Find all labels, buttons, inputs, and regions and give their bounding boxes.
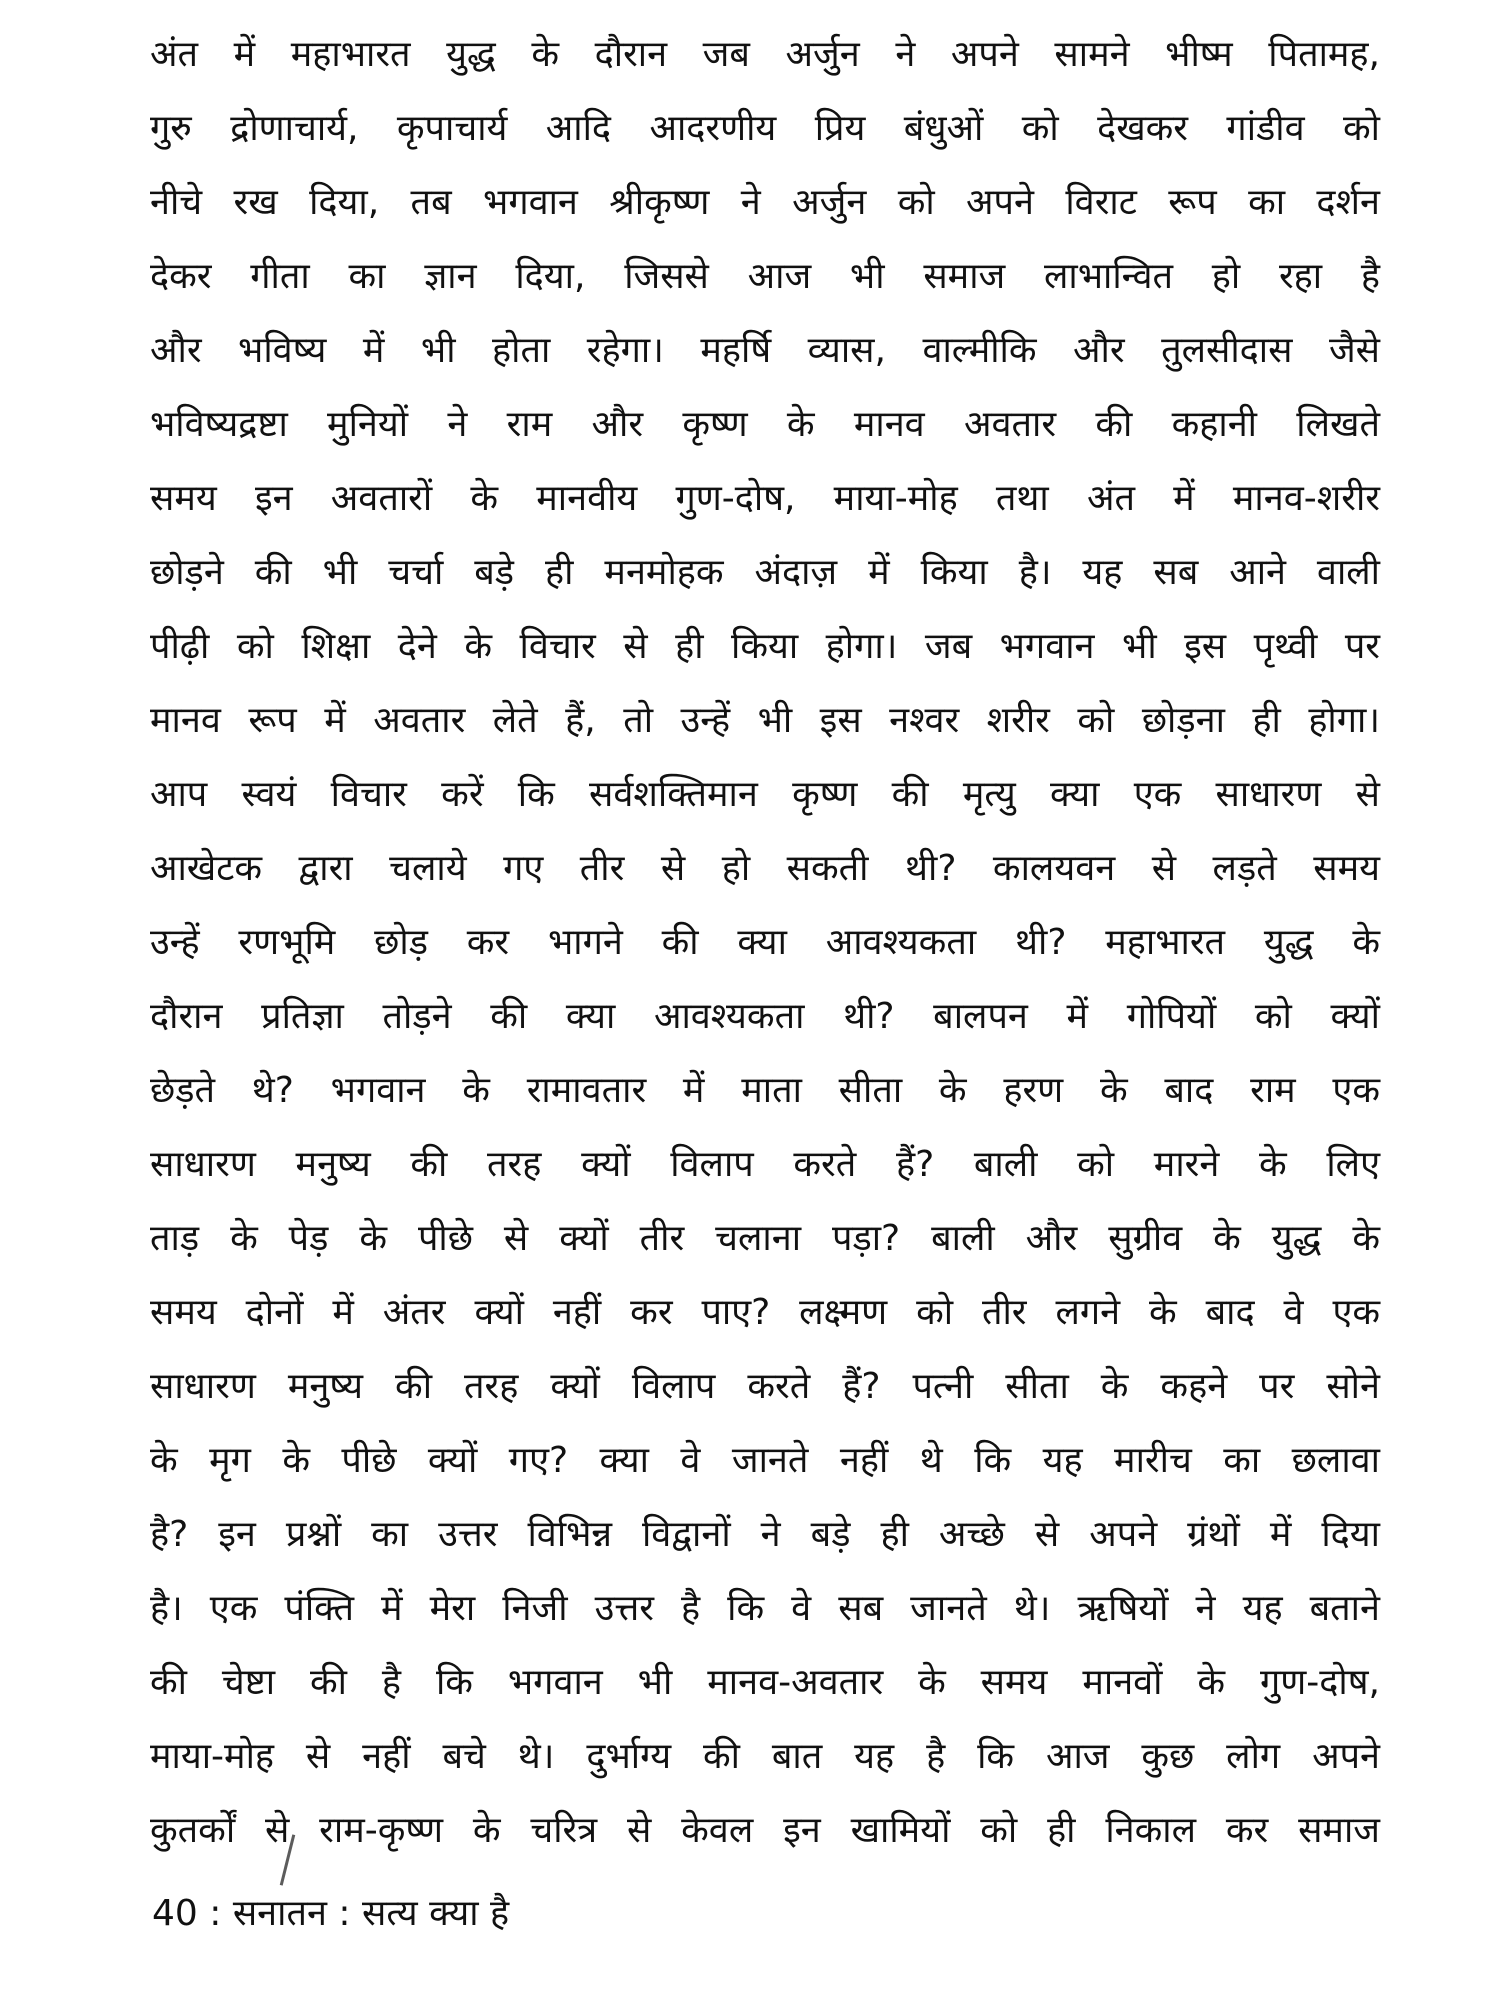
text-line: छेड़ते थे? भगवान के रामावतार में माता सीता के हरण के बाद राम एक: [150, 1070, 1380, 1111]
text-line: माया-मोह से नहीं बचे थे। दुर्भाग्य की बात यह है कि आज कुछ लोग अपने: [150, 1736, 1380, 1777]
text-line: उन्हें रणभूमि छोड़ कर भागने की क्या आवश्यकता थी? महाभारत युद्ध के: [150, 922, 1380, 963]
text-line: मानव रूप में अवतार लेते हैं, तो उन्हें भी इस नश्वर शरीर को छोड़ना ही होगा।: [150, 700, 1380, 741]
text-line: दौरान प्रतिज्ञा तोड़ने की क्या आवश्यकता थी? बालपन में गोपियों को क्यों: [150, 996, 1380, 1037]
text-line: साधारण मनुष्य की तरह क्यों विलाप करते हैं? बाली को मारने के लिए: [150, 1144, 1380, 1185]
text-line: नीचे रख दिया, तब भगवान श्रीकृष्ण ने अर्जुन को अपने विराट रूप का दर्शन: [150, 182, 1380, 223]
text-line: है। एक पंक्ति में मेरा निजी उत्तर है कि वे सब जानते थे। ऋषियों ने यह बताने: [150, 1588, 1380, 1629]
text-line: कुतर्कों से राम-कृष्ण के चरित्र से केवल इन खामियों को ही निकाल कर समाज: [150, 1810, 1380, 1851]
text-line: समय दोनों में अंतर क्यों नहीं कर पाए? लक्ष्मण को तीर लगने के बाद वे एक: [150, 1292, 1380, 1333]
text-line: की चेष्टा की है कि भगवान भी मानव-अवतार के समय मानवों के गुण-दोष,: [150, 1662, 1380, 1703]
text-line: आखेटक द्वारा चलाये गए तीर से हो सकती थी? कालयवन से लड़ते समय: [150, 848, 1380, 889]
text-line: गुरु द्रोणाचार्य, कृपाचार्य आदि आदरणीय प्रिय बंधुओं को देखकर गांडीव को: [150, 108, 1380, 149]
text-line: छोड़ने की भी चर्चा बड़े ही मनमोहक अंदाज़ में किया है। यह सब आने वाली: [150, 552, 1380, 593]
text-line: पीढ़ी को शिक्षा देने के विचार से ही किया होगा। जब भगवान भी इस पृथ्वी पर: [150, 626, 1380, 667]
page-footer: 40 : सनातन : सत्य क्या है: [152, 1893, 510, 1934]
text-line: देकर गीता का ज्ञान दिया, जिससे आज भी समाज लाभान्वित हो रहा है: [150, 256, 1380, 297]
text-line: समय इन अवतारों के मानवीय गुण-दोष, माया-मोह तथा अंत में मानव-शरीर: [150, 478, 1380, 519]
text-line: आप स्वयं विचार करें कि सर्वशक्तिमान कृष्ण की मृत्यु क्या एक साधारण से: [150, 774, 1380, 815]
text-line: साधारण मनुष्य की तरह क्यों विलाप करते हैं? पत्नी सीता के कहने पर सोने: [150, 1366, 1380, 1407]
text-line: के मृग के पीछे क्यों गए? क्या वे जानते नहीं थे कि यह मारीच का छलावा: [150, 1440, 1380, 1481]
book-page-body: [150, 18, 1380, 1868]
text-line: भविष्यद्रष्टा मुनियों ने राम और कृष्ण के मानव अवतार की कहानी लिखते: [150, 404, 1380, 445]
text-line: है? इन प्रश्नों का उत्तर विभिन्न विद्वानों ने बड़े ही अच्छे से अपने ग्रंथों में दिया: [150, 1514, 1380, 1555]
text-line: और भविष्य में भी होता रहेगा। महर्षि व्यास, वाल्मीकि और तुलसीदास जैसे: [150, 330, 1380, 371]
text-line: अंत में महाभारत युद्ध के दौरान जब अर्जुन ने अपने सामने भीष्म पितामह,: [150, 34, 1380, 75]
text-line: ताड़ के पेड़ के पीछे से क्यों तीर चलाना पड़ा? बाली और सुग्रीव के युद्ध के: [150, 1218, 1380, 1259]
